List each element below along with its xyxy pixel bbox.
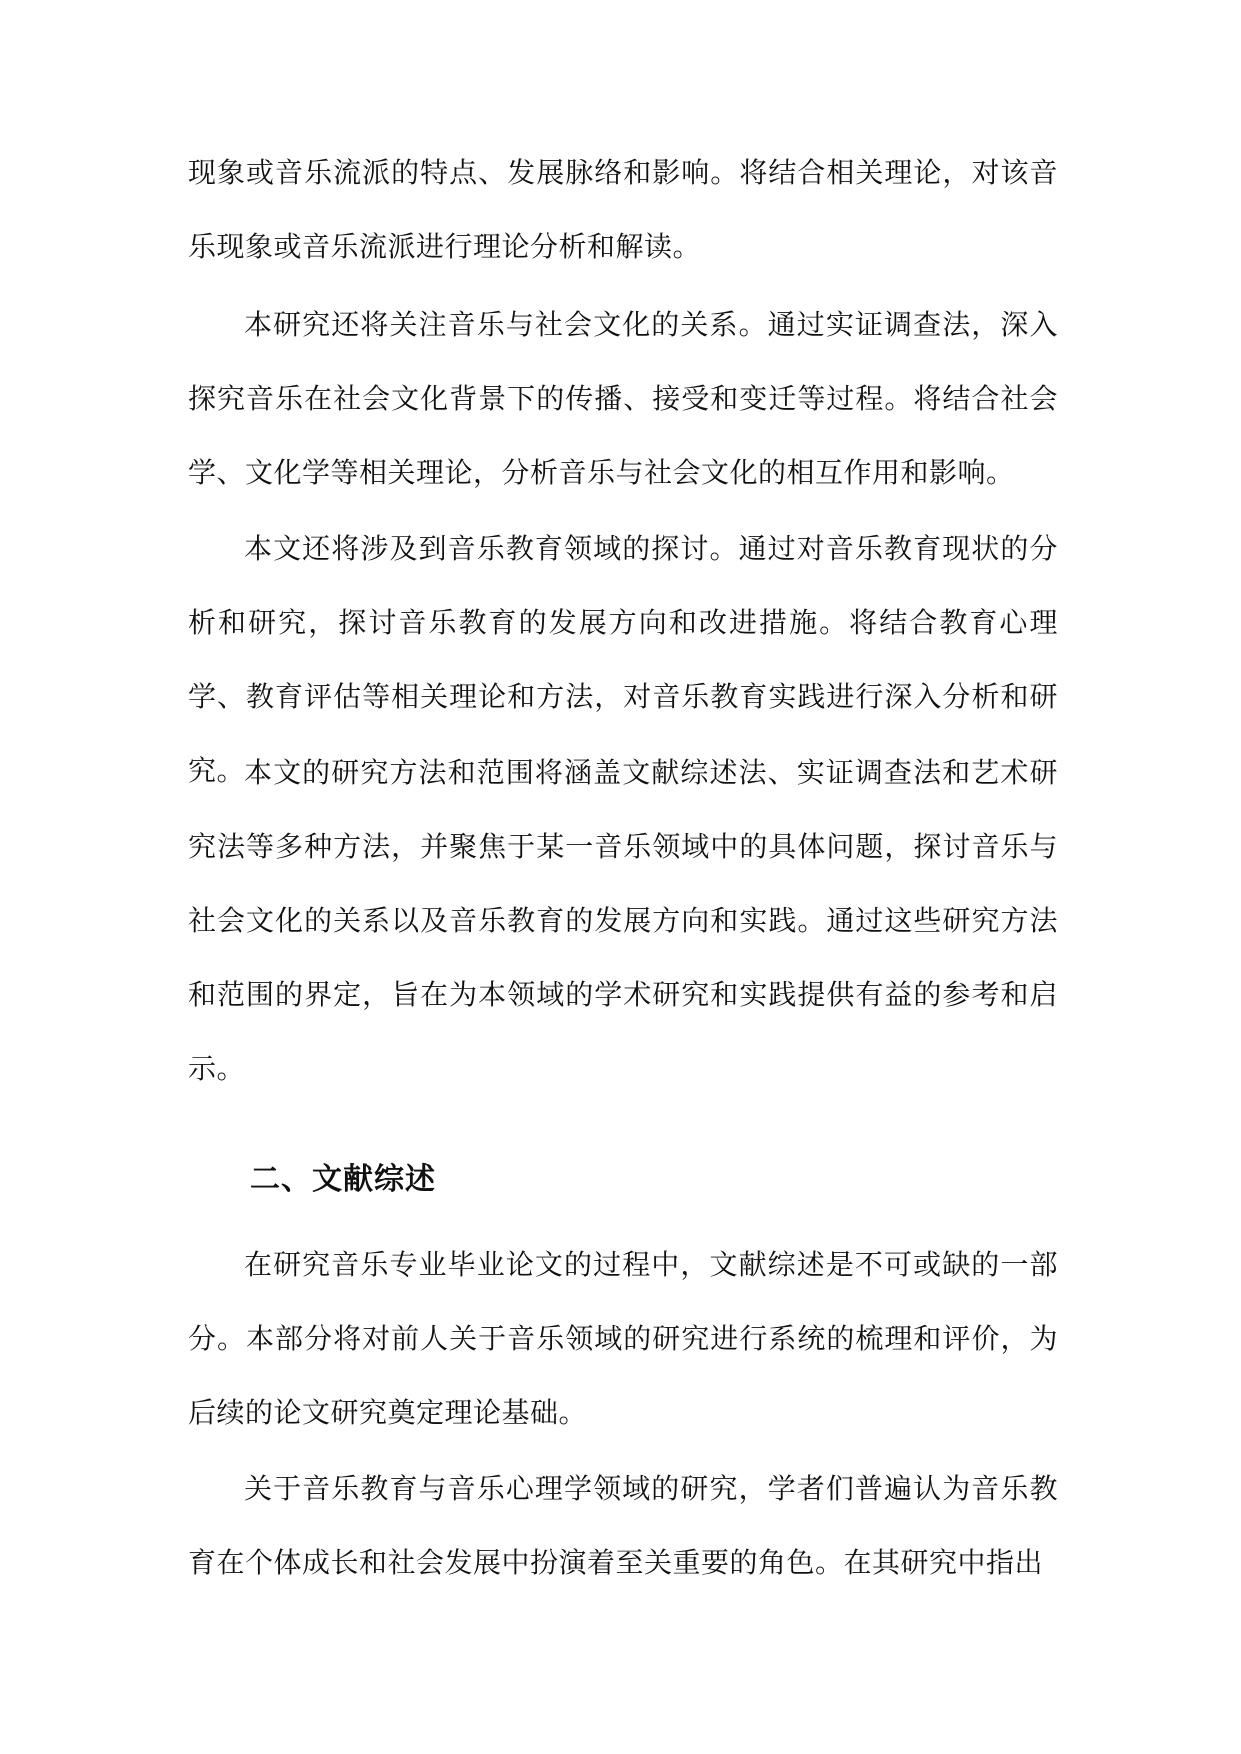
paragraph-literature-intro: 在研究音乐专业毕业论文的过程中，文献综述是不可或缺的一部分。本部分将对前人关于音乐领域的研究进行系统的梳理和评价，为后续的论文研究奠定理论基础。: [188, 1248, 1058, 1429]
paragraph-methods-scope: 本文的研究方法和范围将涵盖文献综述法、实证调查法和艺术研究法等多种方法，并聚焦于某一音乐领域中的具体问题，探讨音乐与社会文化的关系以及音乐教育的发展方向和实践。通过这些研究方法和范围的界定，旨在为本领域的学术研究和实践提供有益的参考和启示。: [188, 756, 1058, 1085]
paragraph-music-education: 本文还将涉及到音乐教育领域的探讨。通过对音乐教育现状的分析和研究，探讨音乐教育的发展方向和改进措施。将结合教育心理学、教育评估等相关理论和方法，对音乐教育实践进行深入分析和研究。: [188, 532, 1058, 787]
paragraph-continuation: 现象或音乐流派的特点、发展脉络和影响。将结合相关理论，对该音乐现象或音乐流派进行理论分析和解读。: [188, 156, 1058, 263]
section-heading-literature-review: 二、文献综述: [250, 1162, 436, 1197]
paragraph-education-psychology: 关于音乐教育与音乐心理学领域的研究，学者们普遍认为音乐教育在个体成长和社会发展中扮演着至关重要的角色。在其研究中指出: [188, 1472, 1058, 1579]
paragraph-social-culture: 本研究还将关注音乐与社会文化的关系。通过实证调查法，深入探究音乐在社会文化背景下的传播、接受和变迁等过程。将结合社会学、文化学等相关理论，分析音乐与社会文化的相互作用和影响。: [188, 308, 1058, 489]
